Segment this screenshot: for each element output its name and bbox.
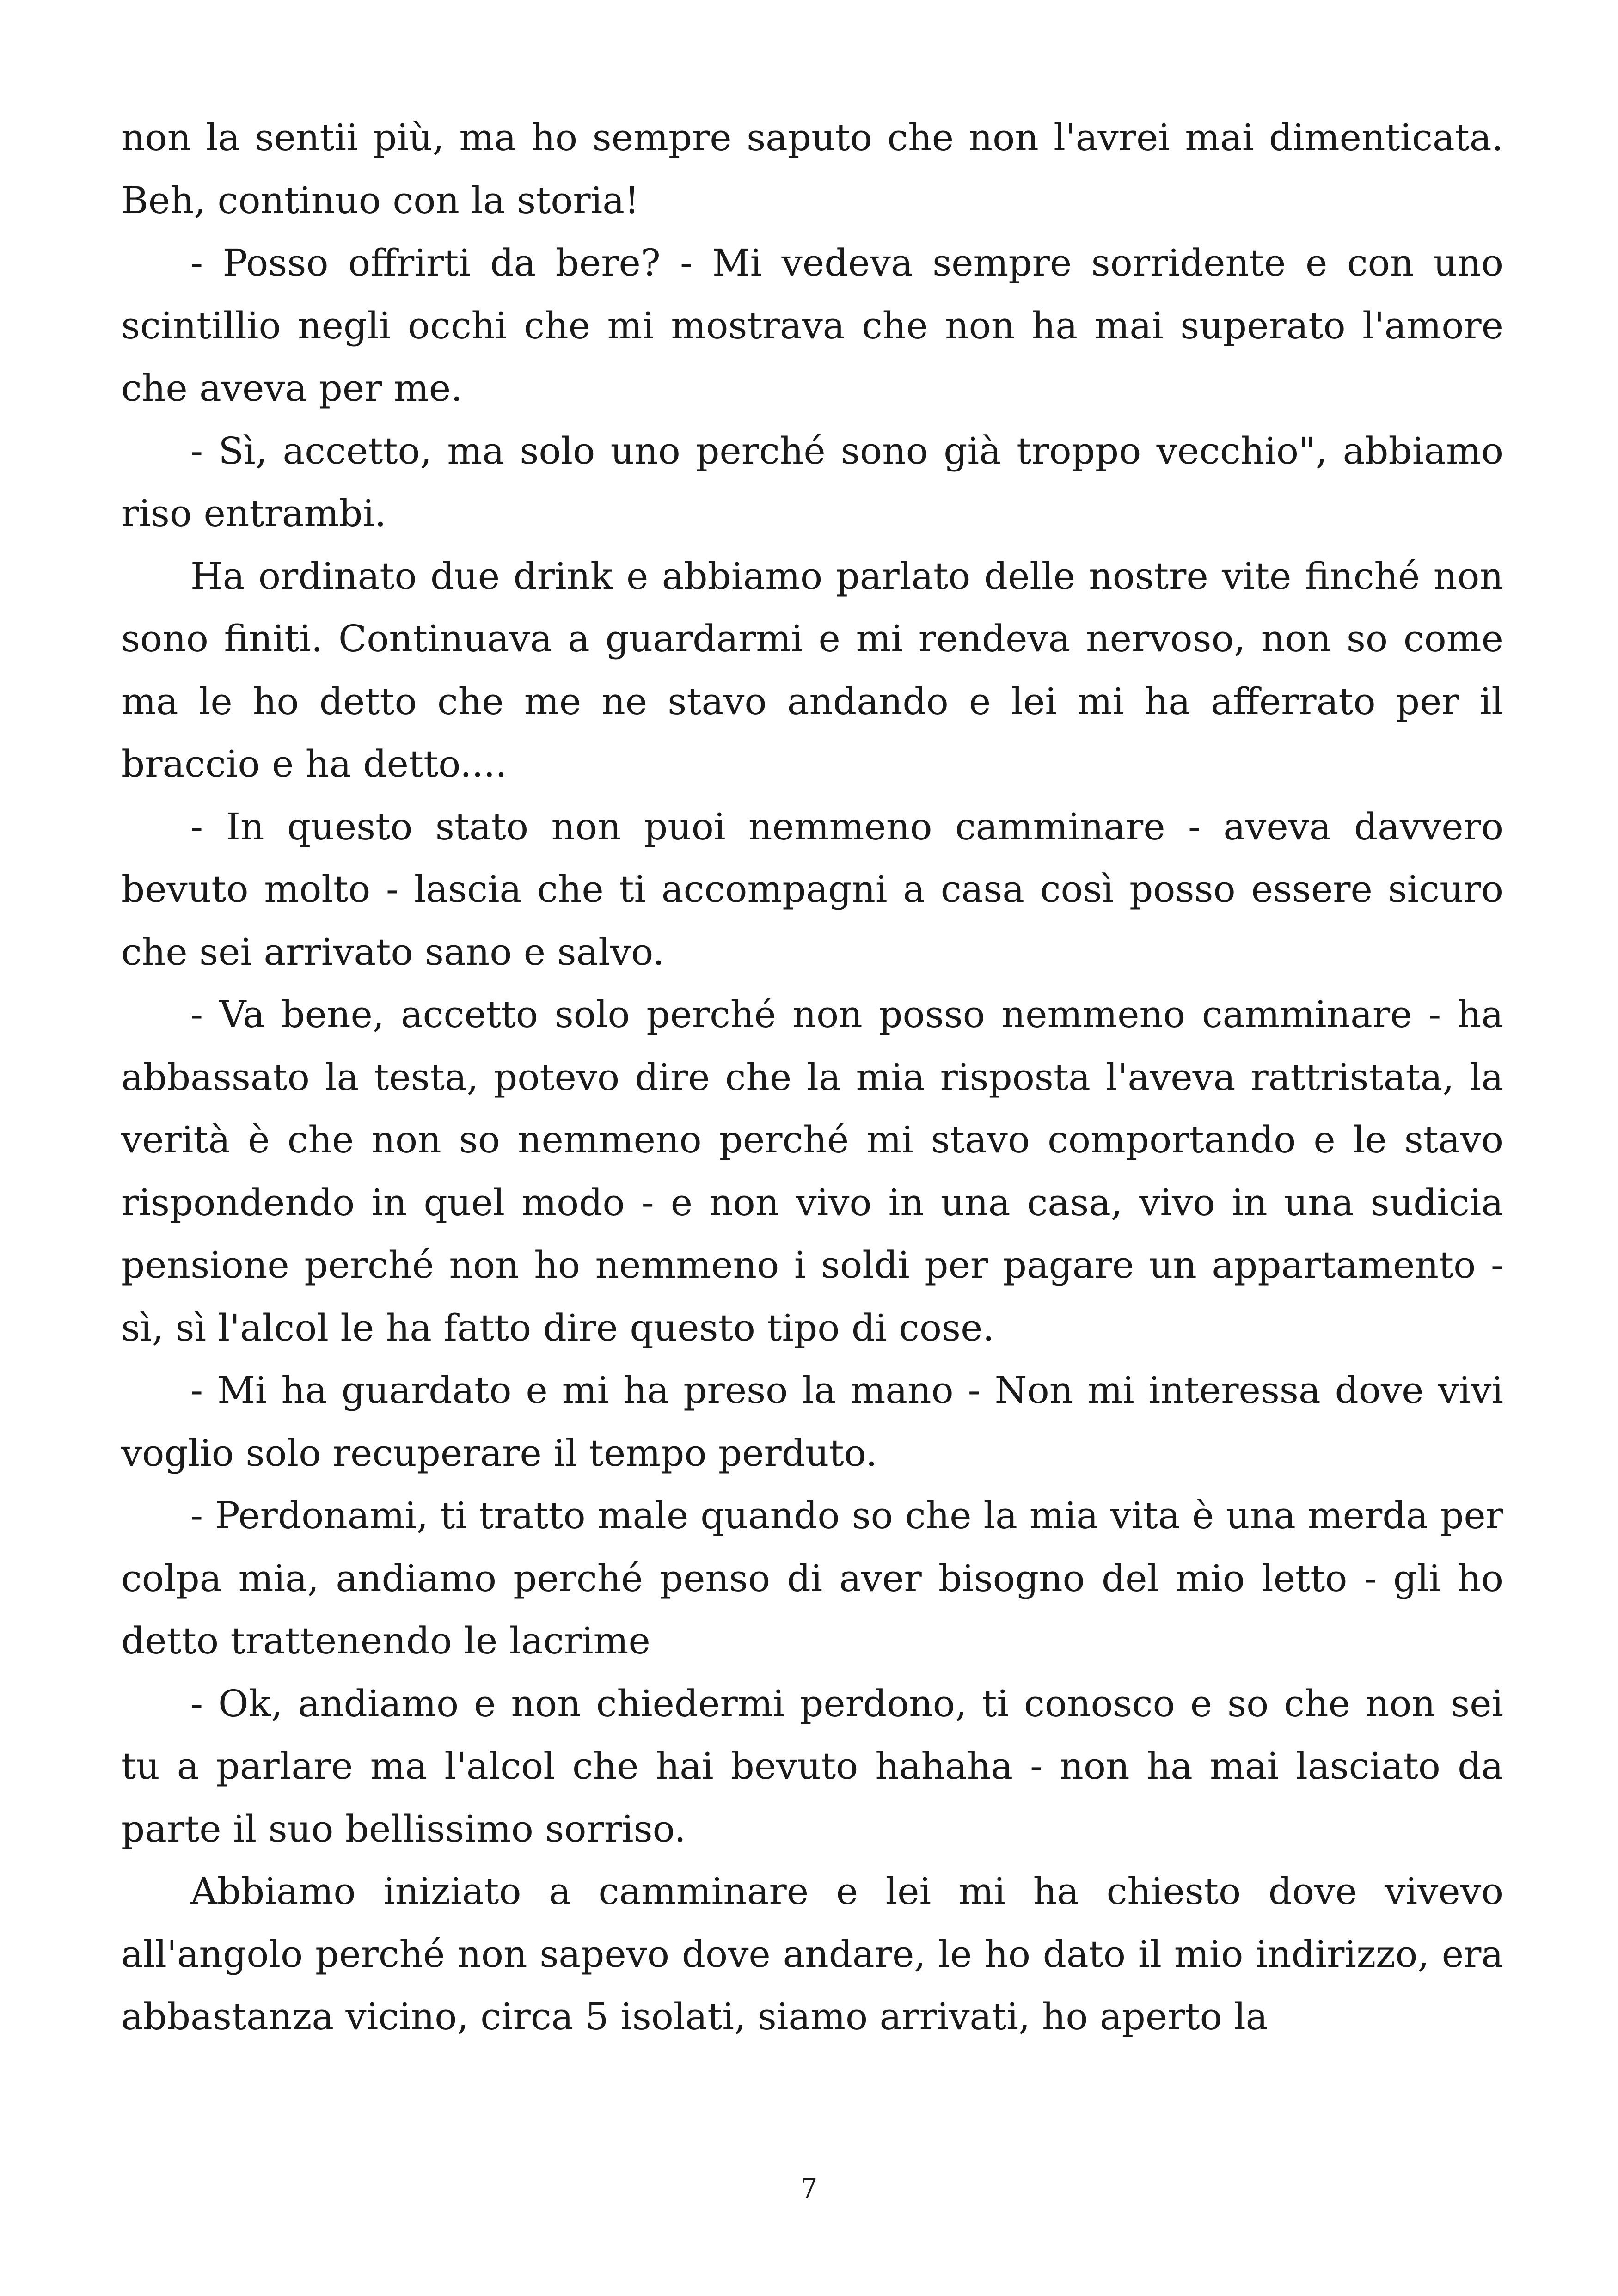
paragraph-4: Ha ordinato due drink e abbiamo parlato delle nostre vite finché non sono finiti. Continuava a guardarmi e mi rendeva nervoso, non so come ma le ho detto che me ne stavo andando e lei mi ha afferrato per il braccio e ha detto.... — [121, 554, 1503, 785]
paragraph-5: - In questo stato non puoi nemmeno camminare - aveva davvero bevuto molto - lascia che ti accompagni a casa così posso essere sicuro che sei arrivato sano e salvo. — [121, 805, 1503, 974]
paragraph-7: - Mi ha guardato e mi ha preso la mano - Non mi interessa dove vivi voglio solo recuperare il tempo perduto. — [121, 1369, 1503, 1475]
paragraph-3: - Sì, accetto, ma solo uno perché sono già troppo vecchio", abbiamo riso entrambi. — [121, 429, 1503, 535]
body-text — [121, 106, 1503, 2048]
paragraph-10: Abbiamo iniziato a camminare e lei mi ha chiesto dove vivevo all'angolo perché non sapevo dove andare, le ho dato il mio indirizzo, era abbastanza vicino, circa 5 isolati, siamo arrivati, ho aperto la — [121, 1870, 1503, 2038]
paragraph-6: - Va bene, accetto solo perché non posso nemmeno camminare - ha abbassato la testa, potevo dire che la mia risposta l'aveva rattristata, la verità è che non so nemmeno perché mi stavo comportando e le stavo rispondendo in quel modo - e non vivo in una casa, vivo in una sudicia pensione perché non ho nemmeno i soldi per pagare un appartamento - sì, sì l'alcol le ha fatto dire questo tipo di cose. — [121, 993, 1503, 1349]
paragraph-1: non la sentii più, ma ho sempre saputo che non l'avrei mai dimenticata. Beh, continuo con la storia! — [121, 116, 1503, 222]
page-number: 7 — [800, 2173, 818, 2204]
paragraph-2: - Posso offrirti da bere? - Mi vedeva sempre sorridente e con uno scintillio negli occhi che mi mostrava che non ha mai superato l'amore che aveva per me. — [121, 241, 1503, 410]
paragraph-8: - Perdonami, ti tratto male quando so che la mia vita è una merda per colpa mia, andiamo perché penso di aver bisogno del mio letto - gli ho detto trattenendo le lacrime — [121, 1494, 1503, 1662]
paragraph-9: - Ok, andiamo e non chiedermi perdono, ti conosco e so che non sei tu a parlare ma l'alcol che hai bevuto hahaha - non ha mai lasciato da parte il suo bellissimo sorriso. — [121, 1682, 1503, 1850]
